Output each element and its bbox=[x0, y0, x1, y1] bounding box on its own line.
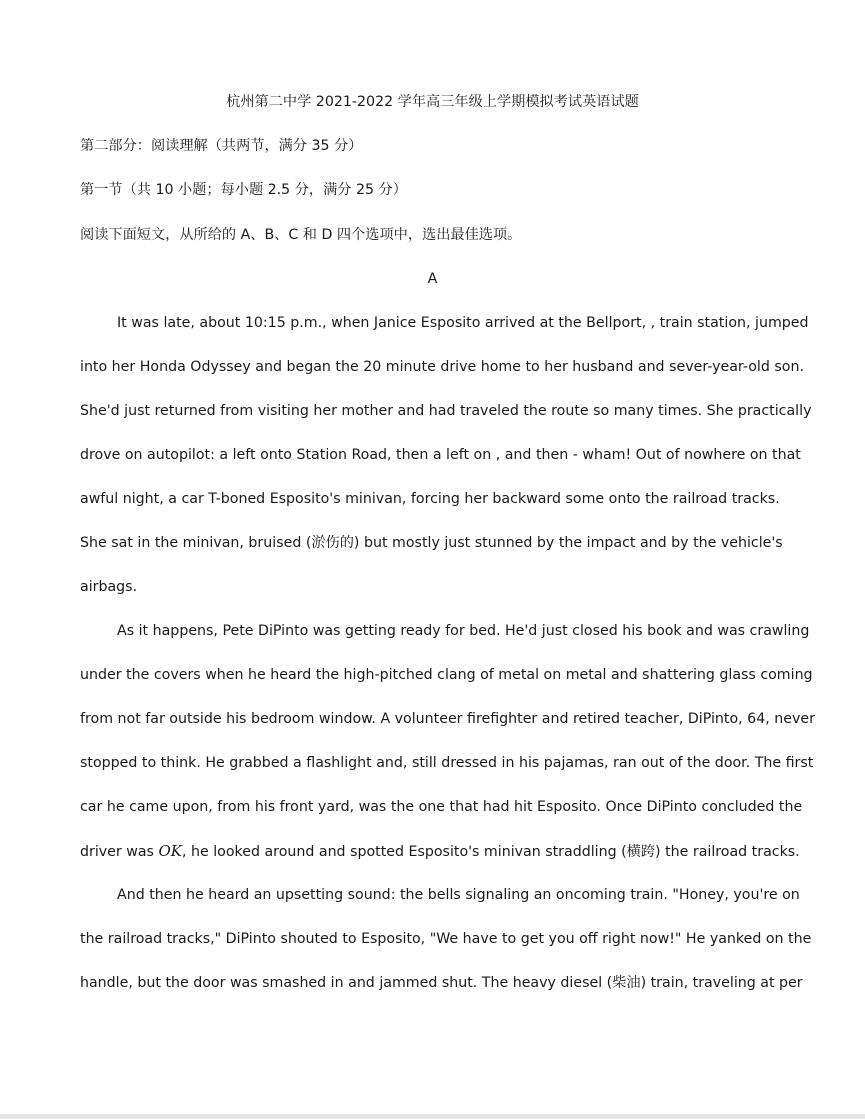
passage-line: drove on autopilot: a left onto Station Road, then a left on , and then - wham! Out of nowhere on that bbox=[80, 447, 801, 463]
ok-line-before: driver was bbox=[80, 844, 159, 860]
passage-line: into her Honda Odyssey and began the 20 minute drive home to her husband and sever-year-old son. bbox=[80, 359, 804, 375]
section-heading: 第一节（共 10 小题；每小题 2.5 分，满分 25 分） bbox=[80, 182, 407, 198]
instruction-text: 阅读下面短文，从所给的 A、B、C 和 D 四个选项中，选出最佳选项。 bbox=[80, 227, 522, 243]
ok-line-after: , he looked around and spotted Esposito's minivan straddling (横跨) the railroad tracks. bbox=[181, 844, 800, 860]
passage-line: stopped to think. He grabbed a flashlight and, still dressed in his pajamas, ran out of the door. The first bbox=[80, 755, 814, 771]
passage-line: the railroad tracks," DiPinto shouted to Esposito, "We have to get you off right now!" He yanked on the bbox=[80, 931, 812, 947]
passage-label: A bbox=[427, 271, 438, 287]
ok-math-text: OK bbox=[158, 842, 182, 860]
passage-line: awful night, a car T-boned Esposito's minivan, forcing her backward some onto the railroad tracks. bbox=[80, 491, 780, 507]
passage-line: She'd just returned from visiting her mother and had traveled the route so many times. She practically bbox=[80, 403, 812, 419]
passage-line: under the covers when he heard the high-pitched clang of metal on metal and shattering glass coming bbox=[80, 667, 813, 683]
passage-line: She sat in the minivan, bruised (淤伤的) but mostly just stunned by the impact and by the vehicle's bbox=[80, 535, 783, 551]
passage-line: It was late, about 10:15 p.m., when Janice Esposito arrived at the Bellport, , train station, jumped bbox=[117, 315, 809, 331]
passage-line: As it happens, Pete DiPinto was getting ready for bed. He'd just closed his book and was crawling bbox=[117, 623, 810, 639]
part-heading: 第二部分：阅读理解（共两节，满分 35 分） bbox=[80, 138, 363, 154]
passage-line: handle, but the door was smashed in and jammed shut. The heavy diesel (柴油) train, traveling at per bbox=[80, 975, 803, 991]
document-title: 杭州第二中学 2021-2022 学年高三年级上学期模拟考试英语试题 bbox=[226, 94, 639, 110]
page-bottom-edge bbox=[0, 1114, 865, 1119]
passage-line-ok bbox=[80, 841, 800, 862]
passage-line: from not far outside his bedroom window. A volunteer firefighter and retired teacher, DiPinto, 64, never bbox=[80, 711, 815, 727]
passage-line: And then he heard an upsetting sound: the bells signaling an oncoming train. "Honey, you're on bbox=[117, 887, 800, 903]
passage-line: airbags. bbox=[80, 579, 138, 595]
passage-line: car he came upon, from his front yard, was the one that had hit Esposito. Once DiPinto concluded the bbox=[80, 799, 803, 815]
